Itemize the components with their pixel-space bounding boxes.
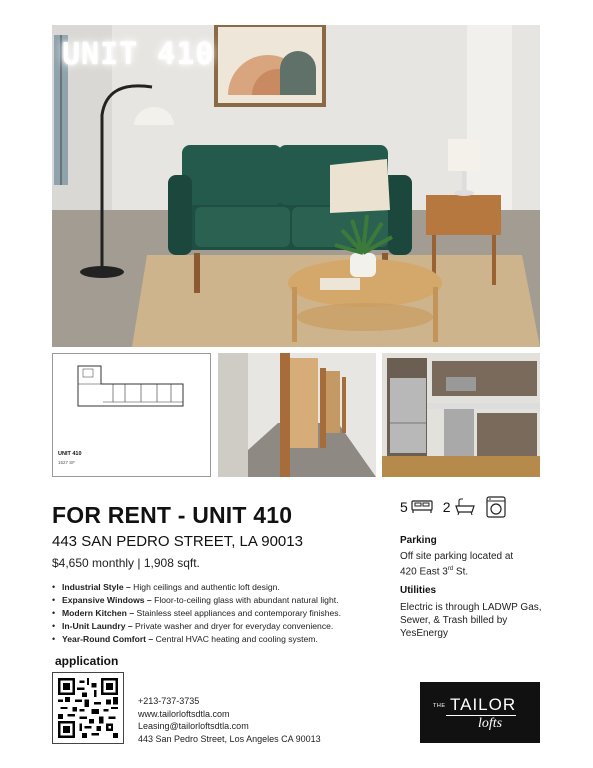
floor-plan-area: 1527 SF [58, 460, 76, 465]
kitchen-photo [382, 353, 540, 477]
contact-address: 443 San Pedro Street, Los Angeles CA 90013 [138, 733, 321, 744]
parking-text: Off site parking located at 420 East 3rd St. [400, 551, 514, 578]
utilities-heading: Utilities [400, 585, 437, 596]
washer-icon [486, 496, 506, 518]
feature-item: • Year-Round Comfort – Central HVAC heating and cooling system. [52, 633, 392, 646]
listing-title: FOR RENT - UNIT 410 [52, 502, 293, 528]
contact-email[interactable]: Leasing@tailorloftsdtla.com [138, 721, 249, 731]
bath-count: 2 [442, 499, 451, 515]
floor-plan-image [52, 353, 211, 477]
kitchen-illustration [382, 353, 540, 477]
logo-the: THE [433, 703, 446, 709]
feature-item: • Modern Kitchen – Stainless steel appliances and contemporary finishes. [52, 607, 392, 620]
unit-neon-sign: UNIT 410 [62, 37, 215, 72]
feature-item: • In-Unit Laundry – Private washer and dryer for everyday convenience. [52, 620, 392, 633]
listing-address: 443 SAN PEDRO STREET, LA 90013 [52, 533, 303, 550]
living-room-illustration [52, 25, 540, 347]
utilities-text: Electric is through LADWP Gas, Sewer, & Trash billed by YesEnergy [400, 602, 542, 639]
logo-lofts: lofts [478, 716, 503, 731]
bed-count: 5 [400, 499, 408, 515]
contact-phone[interactable]: +213-737-3735 [138, 696, 200, 706]
floor-plan-drawing [53, 354, 211, 477]
bed-icon [411, 499, 433, 515]
feature-item: • Industrial Style – High ceilings and authentic loft design. [52, 581, 392, 594]
application-label: application [55, 654, 119, 668]
hallway-illustration [218, 353, 376, 477]
price-and-size: $4,650 monthly | 1,908 sqft. [52, 556, 200, 570]
unit-counts [400, 494, 516, 520]
logo-tailor: TAILOR [450, 695, 517, 714]
qr-code-pattern [58, 678, 118, 738]
contact-website[interactable]: www.tailorloftsdtla.com [138, 708, 230, 719]
hero-photo [52, 25, 540, 347]
parking-heading: Parking [400, 535, 437, 546]
feature-item: • Expansive Windows – Floor-to-ceiling glass with abundant natural light. [52, 594, 392, 607]
features-list [52, 581, 392, 646]
tailor-lofts-logo [420, 682, 540, 743]
contact-block [138, 695, 321, 745]
hallway-photo [218, 353, 376, 477]
application-qr-code[interactable] [52, 672, 124, 744]
bathtub-icon [454, 498, 476, 516]
floor-plan-label: UNIT 410 [58, 451, 82, 457]
